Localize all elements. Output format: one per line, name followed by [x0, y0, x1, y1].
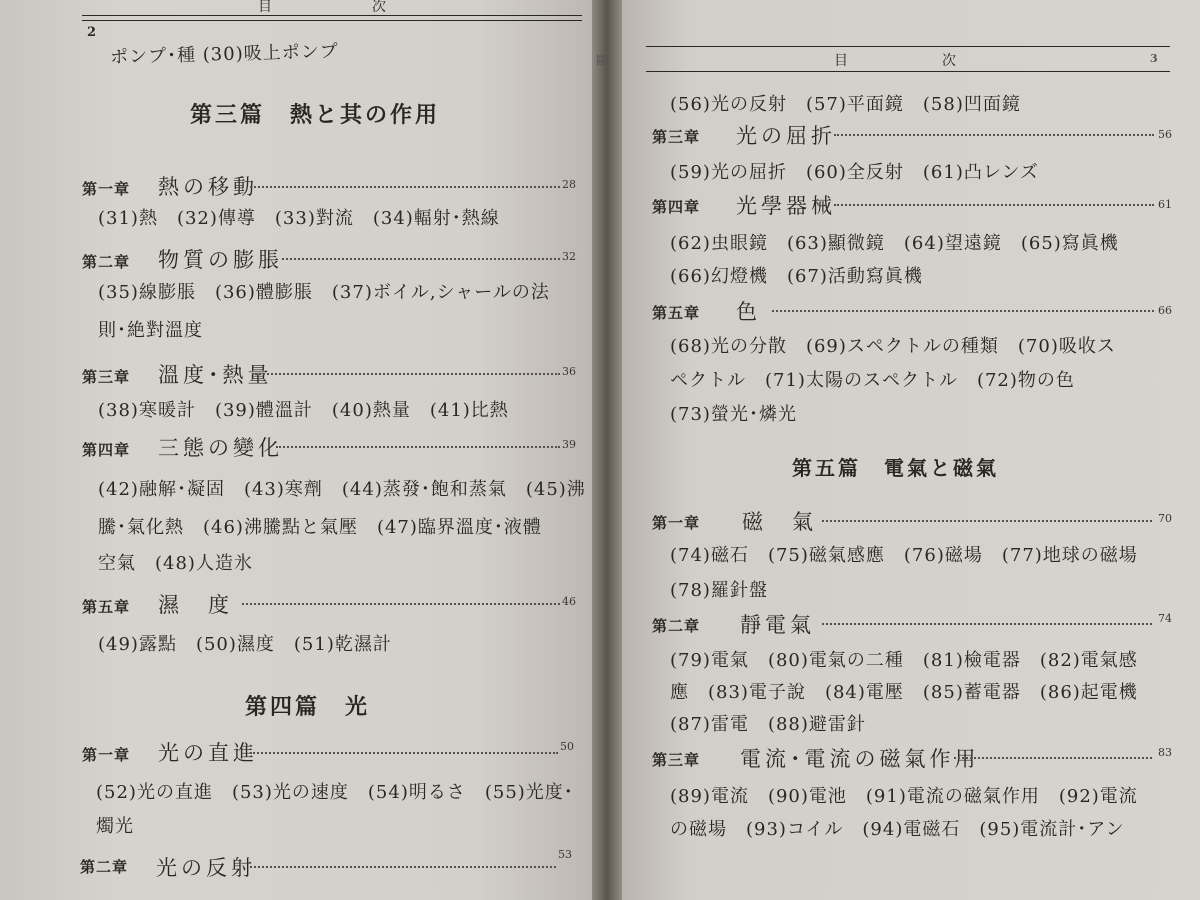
section-list: 則･絶對溫度: [98, 320, 203, 341]
chapter-title: 色: [736, 300, 761, 324]
chapter-title: 三態の變化: [158, 436, 283, 460]
section-list: (52)光の直進 (53)光の速度 (54)明るさ (55)光度･: [96, 782, 574, 803]
section-list: 應 (83)電子說 (84)電壓 (85)蓄電器 (86)起電機: [670, 682, 1138, 703]
chapter-label: 第三章: [652, 128, 701, 146]
book-gutter: [592, 0, 622, 900]
part-heading: 第四篇 光: [245, 694, 371, 720]
leader-dots: [242, 603, 560, 605]
section-list: (62)虫眼鏡 (63)顯微鏡 (64)望遠鏡 (65)寫眞機: [670, 233, 1119, 254]
chapter-page: 56: [1158, 128, 1172, 141]
page-number: 3: [1150, 52, 1158, 65]
chapter-page: 50: [560, 740, 574, 753]
left-page: [0, 0, 592, 900]
section-list: (78)羅針盤: [670, 580, 768, 601]
leader-dots: [252, 373, 560, 375]
chapter-page: 39: [562, 438, 576, 451]
section-list: (68)光の分散 (69)スペクトルの種類 (70)吸收ス: [670, 336, 1116, 357]
leader-dots: [834, 134, 1154, 136]
leader-dots: [282, 258, 560, 260]
chapter-title: 光の直進: [158, 741, 258, 765]
header-ji: 次: [942, 53, 958, 69]
section-list: (35)線膨脹 (36)體膨脹 (37)ボイル,シャールの法: [98, 282, 550, 303]
section-list: (73)螢光･燐光: [670, 404, 797, 425]
header-ji: 次: [372, 0, 388, 15]
section-list: ペクトル (71)太陽のスペクトル (72)物の色: [670, 370, 1075, 391]
leader-dots: [250, 186, 560, 188]
section-list: (56)光の反射 (57)平面鏡 (58)凹面鏡: [670, 94, 1021, 115]
chapter-page: 83: [1158, 746, 1172, 759]
section-list: (66)幻燈機 (67)活動寫眞機: [670, 266, 923, 287]
section-list: 燭光: [96, 816, 134, 837]
header-rule-top: [646, 46, 1170, 47]
leader-dots: [276, 446, 560, 448]
leader-dots: [250, 752, 558, 754]
chapter-title: 靜電氣: [740, 613, 815, 637]
section-list: (59)光の屈折 (60)全反射 (61)凸レンズ: [670, 162, 1039, 183]
section-list: (79)電氣 (80)電氣の二種 (81)檢電器 (82)電氣感: [670, 650, 1138, 671]
chapter-title: 光の屈折: [736, 124, 836, 148]
chapter-label: 第二章: [652, 617, 701, 635]
gutter-stamp: 鷗: [596, 54, 610, 69]
section-list: (89)電流 (90)電池 (91)電流の磁氣作用 (92)電流: [670, 786, 1138, 807]
header-moku: 目: [834, 53, 850, 69]
section-list: (49)露點 (50)濕度 (51)乾濕計: [98, 634, 392, 655]
chapter-page: 46: [562, 595, 576, 608]
part-heading: 第三篇 熱と其の作用: [190, 102, 441, 128]
chapter-label: 第一章: [652, 514, 701, 532]
section-list: (38)寒暖計 (39)體溫計 (40)熱量 (41)比熱: [98, 400, 509, 421]
chapter-page: 61: [1158, 198, 1172, 211]
header-rule-bottom: [646, 71, 1170, 72]
section-list: の磁場 (93)コイル (94)電磁石 (95)電流計･アン: [670, 819, 1125, 840]
part-heading: 第五篇 電氣と磁氣: [792, 456, 999, 480]
chapter-page: 70: [1158, 512, 1172, 525]
chapter-label: 第一章: [82, 746, 131, 764]
chapter-title: 濕 度: [158, 593, 233, 617]
header-rule-top: [82, 15, 582, 16]
chapter-label: 第三章: [82, 368, 131, 386]
section-list: (42)融解･凝固 (43)寒劑 (44)蒸發･飽和蒸氣 (45)沸: [98, 479, 586, 500]
header-rule-bottom: [82, 20, 582, 21]
chapter-page: 66: [1158, 304, 1172, 317]
chapter-page: 53: [558, 848, 572, 861]
leader-dots: [772, 310, 1154, 312]
chapter-title: 溫度･熱量: [158, 363, 273, 387]
page-number: 2: [87, 25, 97, 40]
leader-dots: [250, 866, 556, 868]
chapter-label: 第五章: [652, 304, 701, 322]
chapter-label: 第三章: [652, 751, 701, 769]
chapter-title: 電流･電流の磁氣作用: [740, 747, 980, 771]
chapter-label: 第二章: [80, 858, 129, 876]
chapter-label: 第四章: [82, 441, 131, 459]
section-list: 騰･氣化熱 (46)沸騰點と氣壓 (47)臨界溫度･液體: [98, 517, 542, 538]
section-list: (74)磁石 (75)磁氣感應 (76)磁場 (77)地球の磁場: [670, 545, 1138, 566]
chapter-label: 第一章: [82, 180, 131, 198]
header-moku: 目: [258, 0, 274, 15]
chapter-title: 磁 氣: [742, 510, 817, 534]
chapter-page: 32: [562, 250, 576, 263]
chapter-title: 熱の移動: [158, 175, 258, 199]
right-page: [622, 0, 1200, 900]
section-list: 空氣 (48)人造氷: [98, 553, 253, 574]
leader-dots: [954, 757, 1152, 759]
chapter-title: 光の反射: [156, 856, 256, 880]
leader-dots: [822, 520, 1152, 522]
leader-dots: [834, 204, 1154, 206]
chapter-label: 第四章: [652, 198, 701, 216]
leader-dots: [822, 623, 1152, 625]
section-list: (87)雷電 (88)避雷針: [670, 714, 866, 735]
chapter-label: 第二章: [82, 253, 131, 271]
chapter-label: 第五章: [82, 598, 131, 616]
chapter-page: 36: [562, 365, 576, 378]
chapter-title: 光學器械: [736, 194, 836, 218]
chapter-page: 28: [562, 178, 576, 191]
chapter-title: 物質の膨脹: [158, 248, 283, 272]
chapter-page: 74: [1158, 612, 1172, 625]
carryover-sections: ポンプ･種 (30)吸上ポンプ: [109, 41, 339, 68]
section-list: (31)熱 (32)傳導 (33)對流 (34)輻射･熱線: [98, 208, 500, 229]
